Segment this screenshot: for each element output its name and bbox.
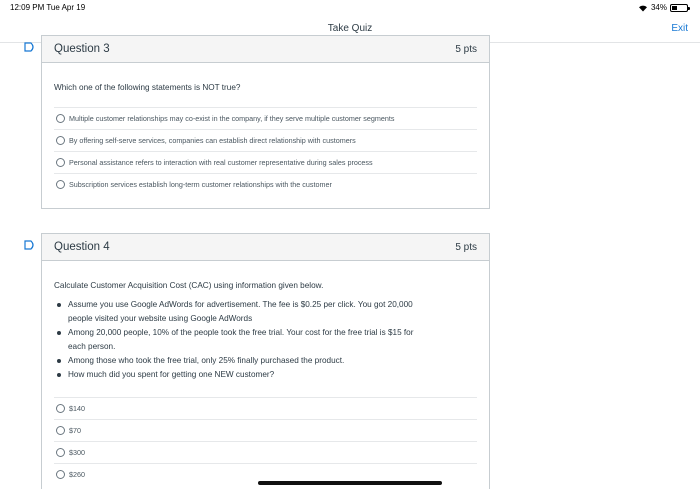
- radio-button[interactable]: [56, 158, 65, 167]
- answer-option[interactable]: [54, 441, 477, 463]
- battery-percent: 34%: [650, 3, 667, 12]
- bullet-item: [68, 354, 469, 368]
- question-title: Question 3: [54, 43, 110, 55]
- flag-question-icon[interactable]: [24, 240, 36, 250]
- answer-option[interactable]: [54, 129, 477, 151]
- radio-button[interactable]: [56, 114, 65, 123]
- bullet-line: How much did you spent for getting one NEW customer?: [68, 370, 275, 379]
- answer-label: $300: [69, 448, 85, 457]
- answer-label: Subscription services establish long-term customer relationships with the customer: [69, 180, 332, 189]
- answer-option[interactable]: [54, 107, 477, 129]
- bullet-line: Among those who took the free trial, only 25% finally purchased the product.: [68, 356, 345, 365]
- radio-button[interactable]: [56, 426, 65, 435]
- bullet-line: Assume you use Google AdWords for advertisement. The fee is $0.25 per click. You got 20,000: [68, 300, 413, 309]
- answer-option[interactable]: [54, 151, 477, 173]
- home-indicator[interactable]: [258, 481, 442, 485]
- question-title: Question 4: [54, 241, 110, 253]
- answer-option[interactable]: [54, 397, 477, 419]
- bullet-dot: [57, 303, 61, 307]
- bullet-line: each person.: [68, 342, 116, 351]
- exit-button[interactable]: Exit: [671, 23, 688, 34]
- question-points: 5 pts: [455, 44, 477, 55]
- wifi-icon: [638, 4, 648, 12]
- answer-list: [54, 397, 477, 485]
- answer-label: $70: [69, 426, 81, 435]
- question-bullet-list: [68, 298, 469, 382]
- status-indicators: [638, 3, 688, 12]
- bullet-item: [68, 298, 469, 326]
- flag-question-icon[interactable]: [24, 42, 36, 52]
- battery-tip: [688, 7, 690, 10]
- bullet-line: people visited your website using Google AdWords: [68, 314, 253, 323]
- question-header: [42, 234, 489, 261]
- question-header: [42, 36, 489, 63]
- question-3-card: [41, 35, 490, 209]
- bullet-item: [68, 326, 469, 354]
- radio-button[interactable]: [56, 448, 65, 457]
- radio-button[interactable]: [56, 404, 65, 413]
- bullet-line: Among 20,000 people, 10% of the people took the free trial. Your cost for the free trial is $15 for: [68, 328, 414, 337]
- answer-option[interactable]: [54, 173, 477, 195]
- question-points: 5 pts: [455, 242, 477, 253]
- status-time: 12:09 PM Tue Apr 19: [10, 3, 86, 12]
- page-title: Take Quiz: [327, 23, 373, 34]
- bullet-item: [68, 368, 469, 382]
- bullet-dot: [57, 331, 61, 335]
- answer-label: By offering self-serve services, companies can establish direct relationship with customers: [69, 136, 356, 145]
- status-bar: [0, 0, 700, 16]
- answer-option[interactable]: [54, 419, 477, 441]
- answer-list: [54, 107, 477, 195]
- question-text: Calculate Customer Acquisition Cost (CAC) using information given below.: [54, 281, 324, 290]
- bullet-dot: [57, 373, 61, 377]
- radio-button[interactable]: [56, 136, 65, 145]
- answer-label: Multiple customer relationships may co-exist in the company, if they serve multiple customer segments: [69, 114, 395, 123]
- question-4-card: [41, 233, 490, 489]
- radio-button[interactable]: [56, 180, 65, 189]
- question-text: Which one of the following statements is NOT true?: [54, 83, 241, 92]
- answer-label: $260: [69, 470, 85, 479]
- battery-icon: [670, 4, 688, 12]
- answer-label: $140: [69, 404, 85, 413]
- answer-label: Personal assistance refers to interaction with real customer representative during sales process: [69, 158, 373, 167]
- bullet-dot: [57, 359, 61, 363]
- radio-button[interactable]: [56, 470, 65, 479]
- battery-fill: [672, 6, 677, 10]
